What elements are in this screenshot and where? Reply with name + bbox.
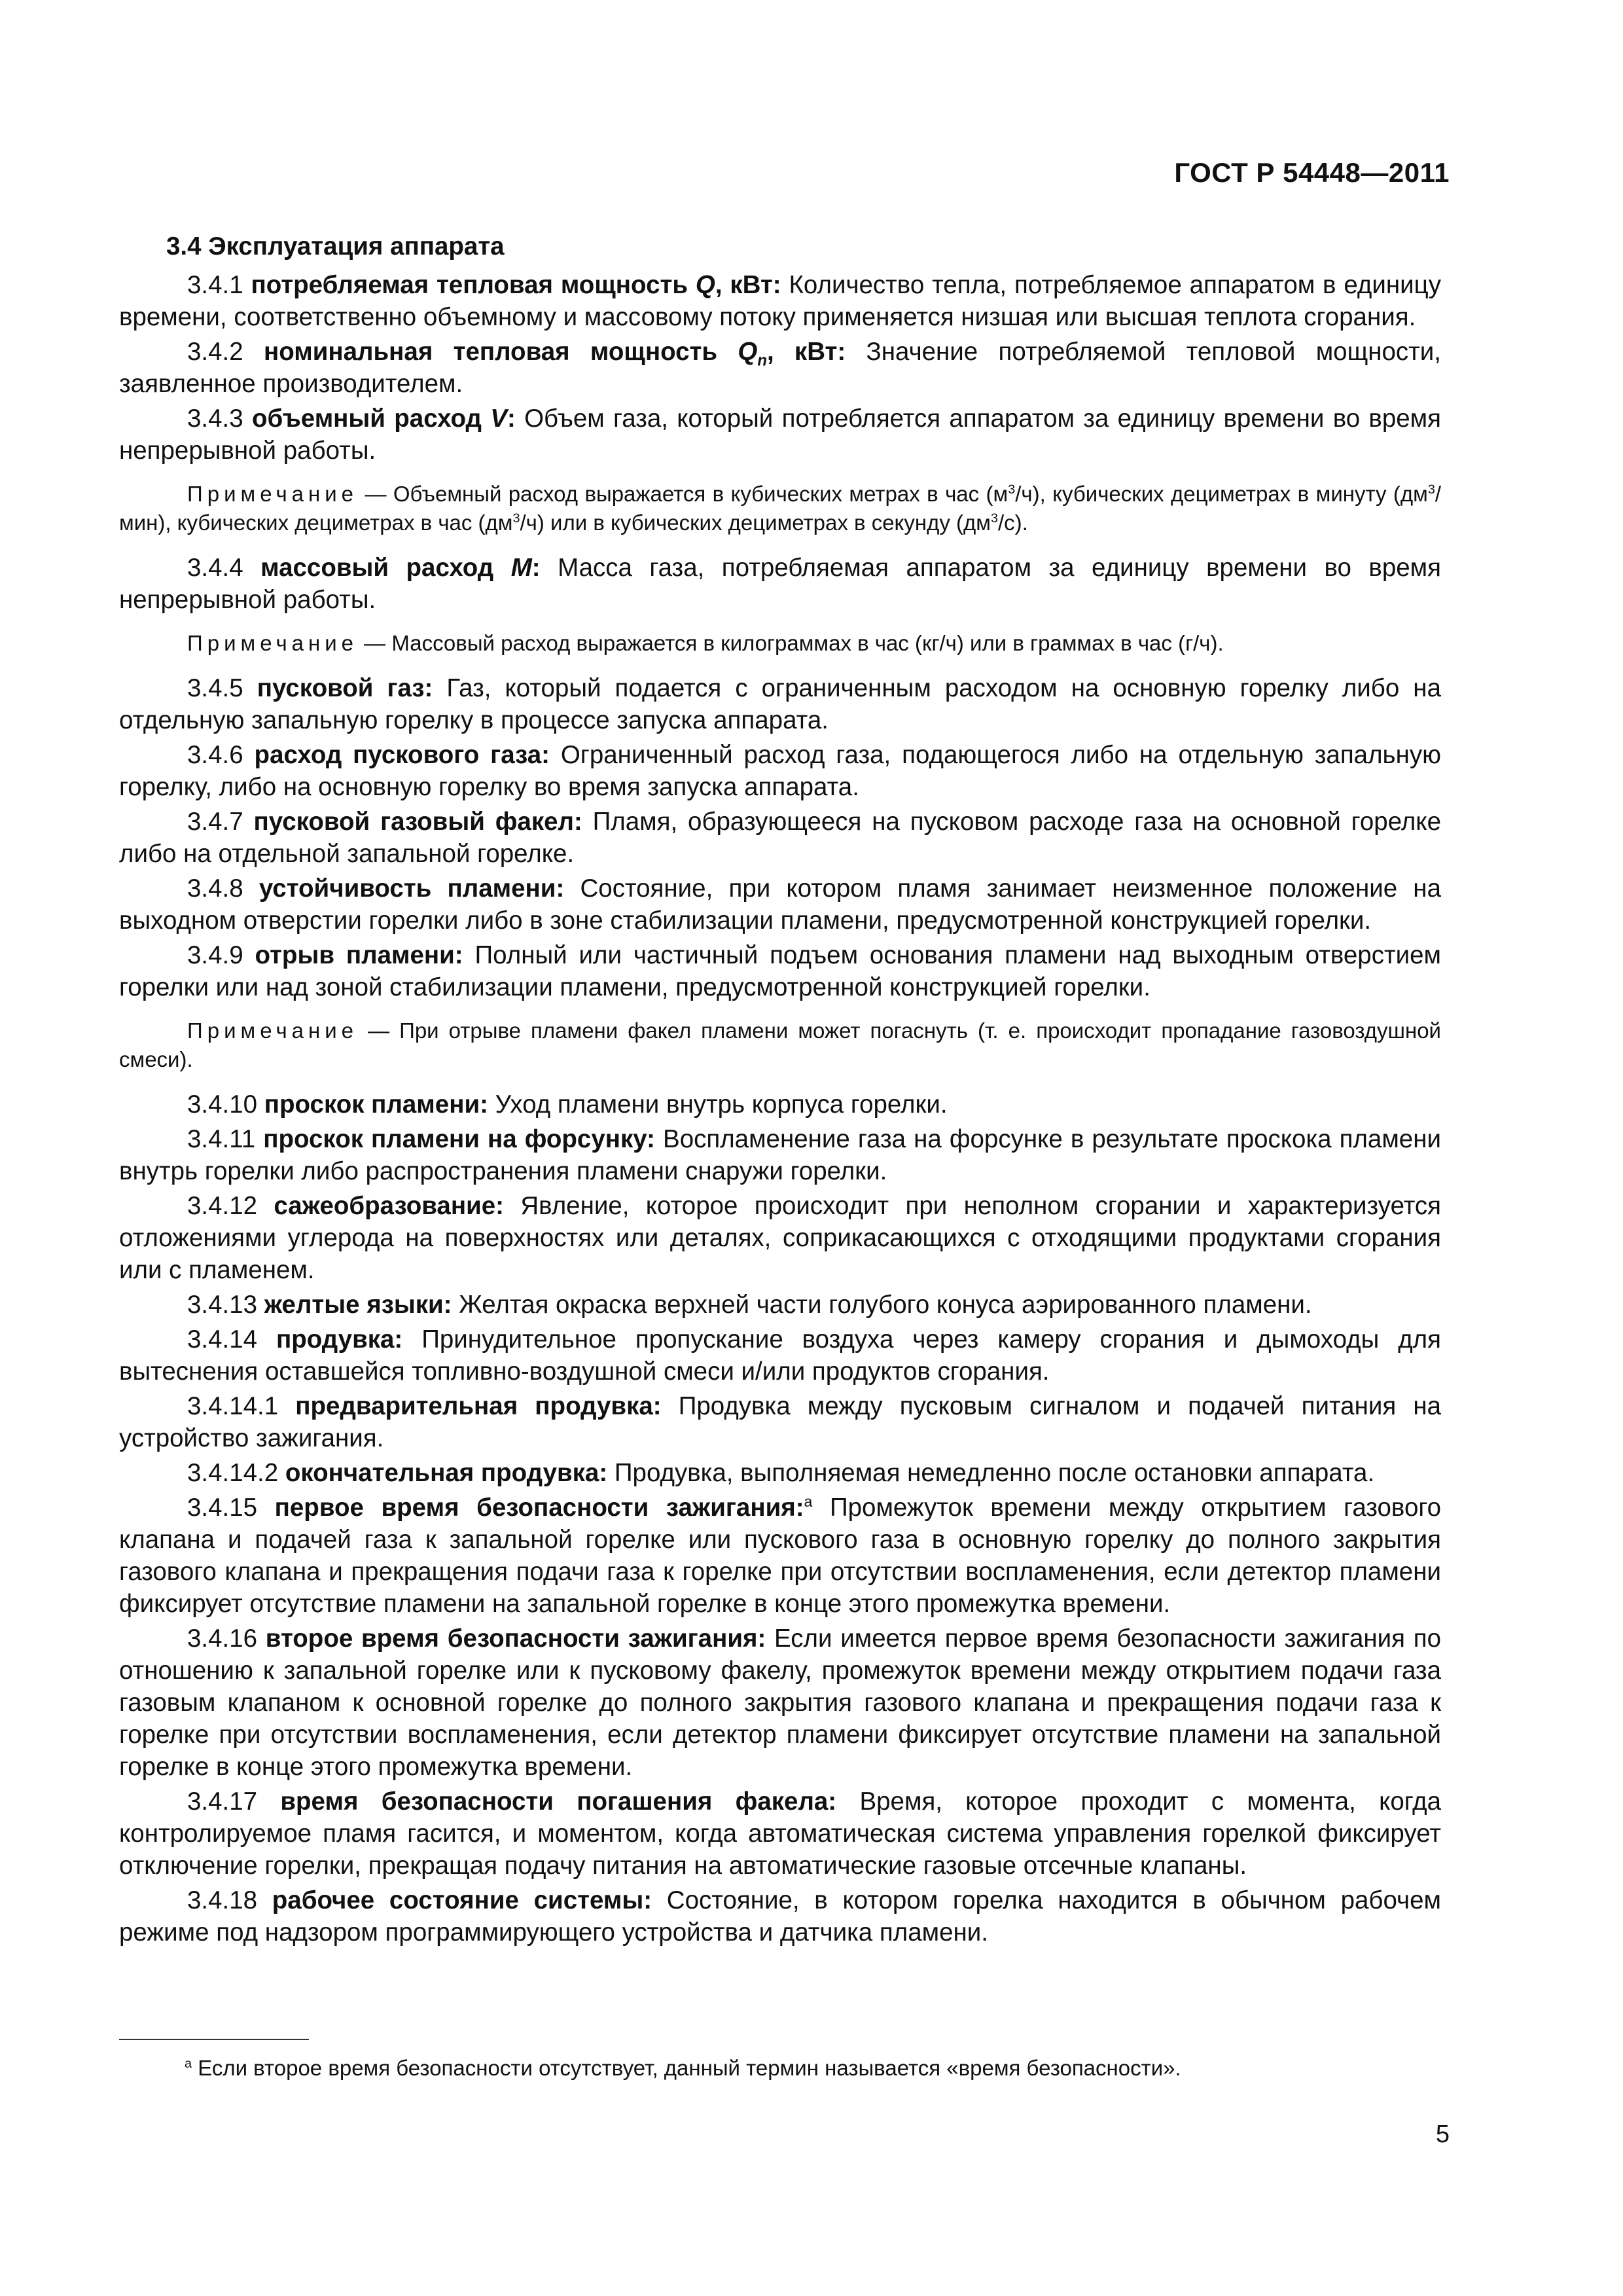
term-3-4-12: 3.4.12 сажеобразование: Явление, которое происходит при неполном сгорании и характеризуется отложениями углерода на поверхностях или деталях, соприкасающихся с отходящими продуктами сгорания или с пламенем. [119, 1192, 1441, 1284]
page-number: 5 [1435, 2121, 1450, 2148]
note-flame-lift: Примечание — При отрыве пламени факел пламени может погаснуть (т. е. происходит пропадание газовоздушной смеси). [119, 1018, 1441, 1071]
section-title: 3.4 Эксплуатация аппарата [166, 232, 505, 260]
term-3-4-2: 3.4.2 номинальная тепловая мощность $Q_n$, кВт: Значение потребляемой тепловой мощности, заявленное производителем. [119, 338, 1442, 398]
term-3-4-8: 3.4.8 устойчивость пламени: Состояние, при котором пламя занимает неизменное положение на выходном отверстии горелки либо в зоне стабилизации пламени, предусмотренной конструкцией горелки. [119, 874, 1441, 935]
term-3-4-16: 3.4.16 второе время безопасности зажигания: Если имеется первое время безопасности зажигания по отношению к запальной горелке или к пусковому факелу, промежуток времени между открытием подачи газа газовым клапаном к основной горелке до полного закрытия газового клапана и прекращения подачи газа к горелке при отсутствии воспламенения, если детектор пламени фиксирует отсутствие пламени на запальной горелке в конце этого промежутка времени. [119, 1624, 1442, 1781]
term-3-4-17: 3.4.17 время безопасности погашения факела: Время, которое проходит с момента, когда контролируемое пламя гасится, и моментом, когда автоматическая система управления горелкой фиксирует отключение горелки, прекращая подачу питания на автоматические газовые отсечные клапаны. [119, 1787, 1441, 1880]
standard-number: ГОСТ Р 54448—2011 [1174, 157, 1450, 188]
term-3-4-7: 3.4.7 пусковой газовый факел: Пламя, образующееся на пусковом расходе газа на основной горелке либо на отдельной запальной горелке. [119, 808, 1441, 868]
term-3-4-14-1: 3.4.14.1 предварительная продувка: Продувка между пусковым сигналом и подачей питания на устройство зажигания. [119, 1392, 1441, 1452]
note-volumetric-flow: Примечание — Объемный расход выражается в кубических метрах в час $(м^3/ч)$, кубических дециметрах в минуту $(дм^3/мин)$, кубических дециметрах в час $(дм^3/ч)$ или в кубических дециметрах в секунду $(дм^3/с)$. [119, 482, 1442, 535]
term-3-4-15: 3.4.15 первое время безопасности зажигания:$^a$ Промежуток времени между открытием газового клапана и подачей газа к запальной горелке или пускового газа в основную горелку до полного закрытия газового клапана и прекращения подачи газа к горелке при отсутствии воспламенения, если детектор пламени фиксирует отсутствие пламени на запальной горелке в конце этого промежутка времени. [119, 1493, 1441, 1618]
document-body [119, 230, 1441, 1951]
term-3-4-11: 3.4.11 проскок пламени на форсунку: Воспламенение газа на форсунке в результате проскока пламени внутрь горелки либо распространения пламени снаружи горелки. [119, 1125, 1441, 1185]
term-3-4-4: 3.4.4 массовый расход M: Масса газа, потребляемая аппаратом за единицу времени во время непрерывной работы. [119, 554, 1441, 614]
term-3-4-10: 3.4.10 проскок пламени: Уход пламени внутрь корпуса горелки. [187, 1090, 948, 1119]
term-3-4-9: 3.4.9 отрыв пламени: Полный или частичный подъем основания пламени над выходным отверстием горелки или над зоной стабилизации пламени, предусмотренной конструкцией горелки. [119, 941, 1441, 1001]
footnote [185, 2054, 1181, 2083]
term-3-4-18: 3.4.18 рабочее состояние системы: Состояние, в котором горелка находится в обычном рабочем режиме под надзором программирующего устройства и датчика пламени. [119, 1886, 1441, 1946]
footnote-text: Если второе время безопасности отсутствует, данный термин называется «время безопасности». [198, 2056, 1181, 2080]
term-3-4-6: 3.4.6 расход пускового газа: Ограниченный расход газа, подающегося либо на отдельную запальную горелку, либо на основную горелку во время запуска аппарата. [119, 741, 1442, 801]
footnote-separator [119, 2039, 309, 2040]
term-3-4-1: 3.4.1 потребляемая тепловая мощность Q, кВт: Количество тепла, потребляемое аппаратом в единицу времени, соответственно объемному и массовому потоку применяется низшая или высшая теплота сгорания. [119, 271, 1441, 331]
footnote-mark: a [185, 2056, 192, 2071]
term-3-4-5: 3.4.5 пусковой газ: Газ, который подается с ограниченным расходом на основную горелку либо на отдельную запальную горелку в процессе запуска аппарата. [119, 674, 1441, 734]
term-3-4-13: 3.4.13 желтые языки: Желтая окраска верхней части голубого конуса аэрированного пламени. [187, 1291, 1312, 1319]
footnote-ref[interactable]: a [804, 1493, 813, 1511]
term-3-4-14-2: 3.4.14.2 окончательная продувка: Продувка, выполняемая немедленно после остановки аппарата. [187, 1459, 1375, 1487]
note-mass-flow: Примечание — Массовый расход выражается в килограммах в час (кг/ч) или в граммах в час (г/ч). [187, 631, 1224, 655]
term-3-4-14: 3.4.14 продувка: Принудительное пропускание воздуха через камеру сгорания и дымоходы для вытеснения оставшейся топливно-воздушной смеси и/или продуктов сгорания. [119, 1325, 1441, 1386]
term-3-4-3: 3.4.3 объемный расход V: Объем газа, который потребляется аппаратом за единицу времени во время непрерывной работы. [119, 404, 1442, 465]
